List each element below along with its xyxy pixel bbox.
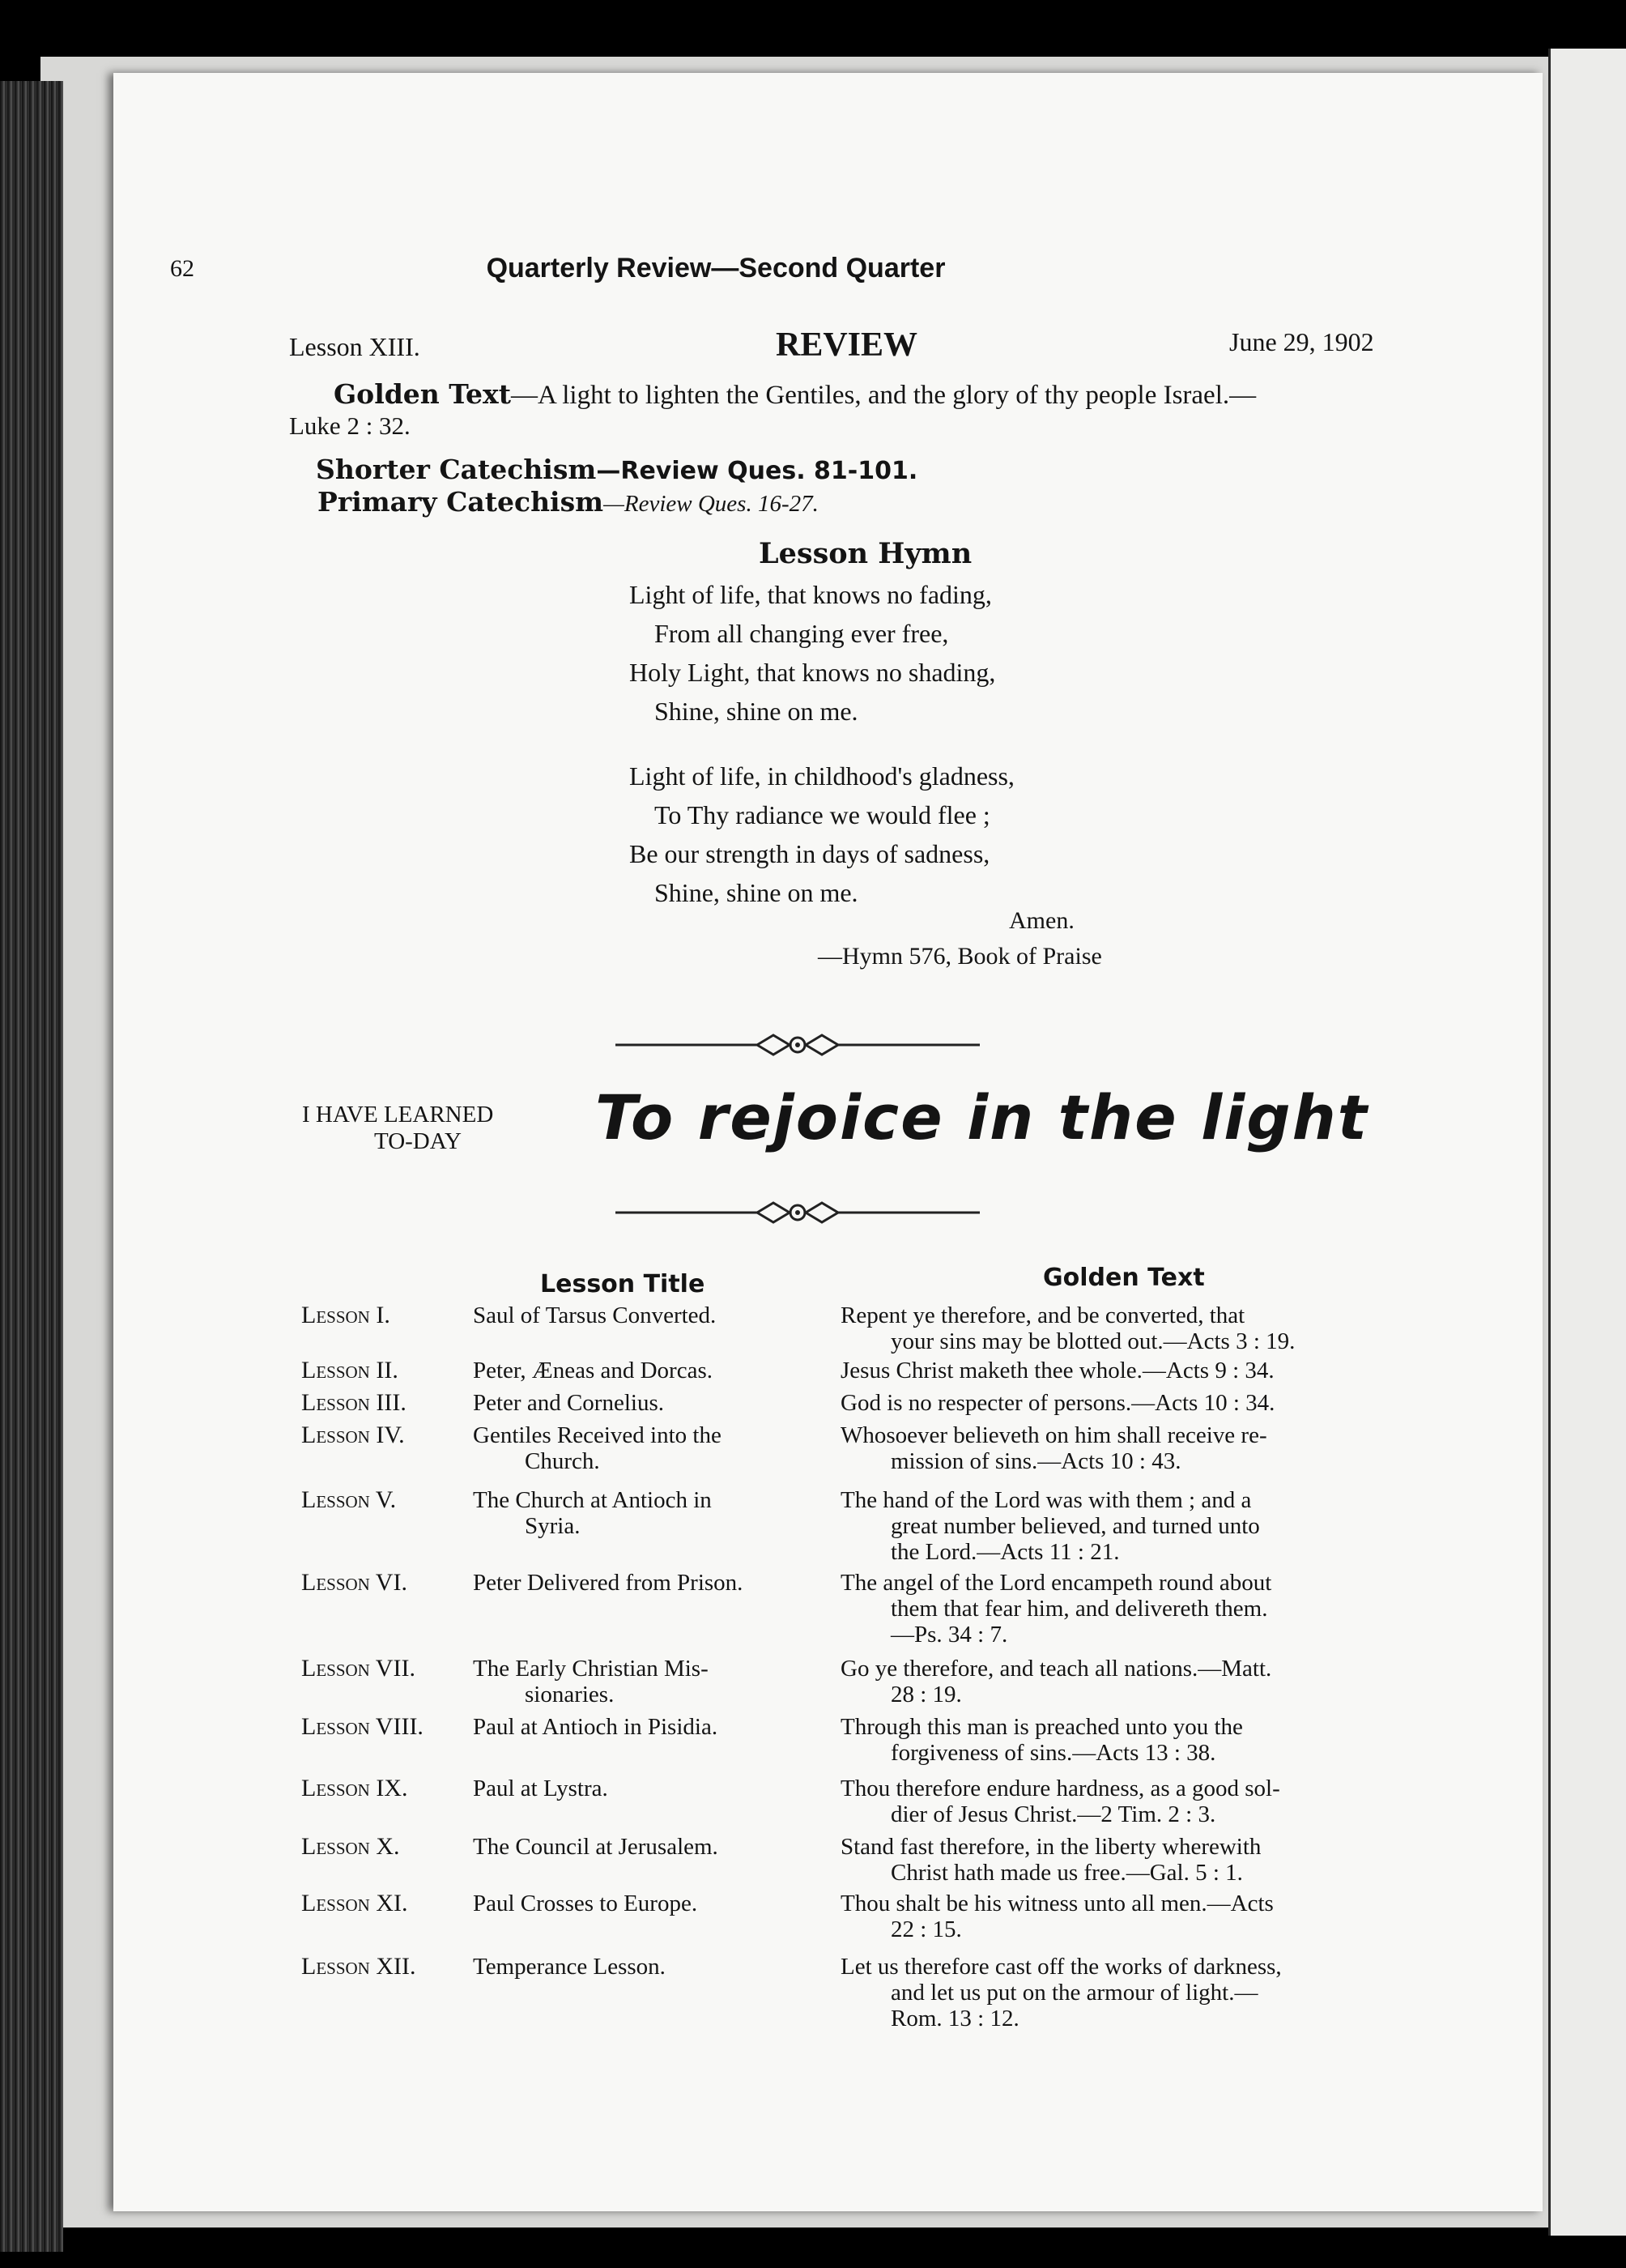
table-golden-text: the Lord.—Acts 11 : 21. <box>891 1539 1120 1565</box>
golden-text-label: Golden Text <box>334 378 511 410</box>
table-lesson-title: Paul Crosses to Europe. <box>473 1891 698 1916</box>
column-header-lesson-title: Lesson Title <box>540 1270 705 1298</box>
table-lesson-number: Lesson II. <box>301 1357 398 1383</box>
table-lesson-title: Paul at Lystra. <box>473 1776 608 1801</box>
primary-catechism-label: Primary Catechism <box>317 486 604 518</box>
table-golden-text: Jesus Christ maketh thee whole.—Acts 9 : 34. <box>841 1358 1275 1383</box>
table-golden-text: and let us put on the armour of light.— <box>891 1980 1258 2006</box>
table-golden-text: Let us therefore cast off the works of darkness, <box>841 1954 1282 1980</box>
shorter-catechism-text: —Review Ques. 81-101. <box>596 457 918 485</box>
table-lesson-number: Lesson XI. <box>301 1890 408 1916</box>
book-spine-edge <box>0 81 63 2252</box>
table-golden-text: Stand fast therefore, in the liberty wherewith <box>841 1834 1262 1860</box>
table-golden-text: God is no respecter of persons.—Acts 10 : 34. <box>841 1390 1275 1416</box>
table-golden-text: forgiveness of sins.—Acts 13 : 38. <box>891 1740 1216 1766</box>
table-lesson-title: Gentiles Received into the <box>473 1422 721 1448</box>
table-golden-text: 28 : 19. <box>891 1682 962 1707</box>
golden-text-body: —A light to lighten the Gentiles, and the glory of thy people Israel.— <box>510 381 1257 410</box>
table-golden-text: Thou therefore endure hardness, as a good sol- <box>841 1776 1280 1801</box>
table-golden-text: Whosoever believeth on him shall receive re- <box>841 1422 1267 1448</box>
hymn-amen: Amen. <box>1009 907 1075 934</box>
hymn-line: From all changing ever free, <box>654 619 949 648</box>
lesson-date: June 29, 1902 <box>1229 327 1374 356</box>
shorter-catechism-label: Shorter Catechism <box>316 454 597 485</box>
table-lesson-number: Lesson VIII. <box>301 1713 424 1740</box>
table-golden-text: great number believed, and turned unto <box>891 1513 1260 1539</box>
running-title: Quarterly Review—Second Quarter <box>486 253 946 284</box>
golden-text-reference: Luke 2 : 32. <box>289 411 411 440</box>
motto-heading: To rejoice in the light <box>595 1081 1369 1153</box>
hymn-credit: —Hymn 576, Book of Praise <box>818 943 1102 970</box>
primary-catechism-text: —Review Ques. 16-27. <box>603 491 819 517</box>
table-golden-text: your sins may be blotted out.—Acts 3 : 19. <box>891 1328 1296 1354</box>
primary-catechism <box>317 486 819 518</box>
ornamental-rule-top <box>615 1029 980 1061</box>
table-golden-text: The hand of the Lord was with them ; and a <box>841 1487 1252 1513</box>
hymn-line: Shine, shine on me. <box>654 697 858 726</box>
page-number: 62 <box>170 255 194 282</box>
hymn-line: Light of life, that knows no fading, <box>629 580 992 609</box>
learned-label-line2: TO-DAY <box>374 1128 462 1154</box>
table-golden-text: Go ye therefore, and teach all nations.—Matt. <box>841 1656 1272 1682</box>
table-lesson-title: Peter, Æneas and Dorcas. <box>473 1358 713 1383</box>
table-lesson-title: Peter Delivered from Prison. <box>473 1570 743 1596</box>
table-lesson-title: Saul of Tarsus Converted. <box>473 1302 717 1328</box>
adjacent-page-edge <box>1548 49 1626 2236</box>
table-lesson-number: Lesson I. <box>301 1302 390 1328</box>
table-golden-text: them that fear him, and delivereth them. <box>891 1596 1268 1622</box>
ornamental-rule-bottom <box>615 1196 980 1229</box>
table-lesson-number: Lesson IV. <box>301 1422 405 1448</box>
table-golden-text: mission of sins.—Acts 10 : 43. <box>891 1448 1181 1474</box>
table-lesson-number: Lesson IX. <box>301 1775 408 1801</box>
table-lesson-title: Syria. <box>525 1513 581 1539</box>
table-golden-text: Christ hath made us free.—Gal. 5 : 1. <box>891 1860 1243 1886</box>
golden-text <box>334 378 1256 411</box>
shorter-catechism <box>316 454 917 486</box>
hymn-heading: Lesson Hymn <box>759 537 973 570</box>
table-lesson-title: Temperance Lesson. <box>473 1954 666 1980</box>
table-golden-text: —Ps. 34 : 7. <box>891 1622 1008 1648</box>
lesson-number: Lesson XIII. <box>289 332 420 361</box>
table-golden-text: Through this man is preached unto you the <box>841 1714 1243 1740</box>
column-header-golden-text: Golden Text <box>1043 1264 1205 1292</box>
table-lesson-title: The Council at Jerusalem. <box>473 1834 718 1860</box>
hymn-line: Light of life, in childhood's gladness, <box>629 761 1015 791</box>
table-lesson-number: Lesson V. <box>301 1486 397 1513</box>
lesson-title: REVIEW <box>776 326 918 364</box>
table-lesson-number: Lesson XII. <box>301 1953 416 1980</box>
table-golden-text: Repent ye therefore, and be converted, that <box>841 1302 1245 1328</box>
table-golden-text: dier of Jesus Christ.—2 Tim. 2 : 3. <box>891 1801 1216 1827</box>
hymn-line: Holy Light, that knows no shading, <box>629 658 996 687</box>
hymn-line: To Thy radiance we would flee ; <box>654 800 990 829</box>
table-lesson-title: Paul at Antioch in Pisidia. <box>473 1714 718 1740</box>
table-lesson-number: Lesson III. <box>301 1389 406 1416</box>
table-lesson-title: The Early Christian Mis- <box>473 1656 709 1682</box>
hymn-line: Be our strength in days of sadness, <box>629 839 990 868</box>
table-lesson-title: Church. <box>525 1448 600 1474</box>
table-golden-text: Thou shalt be his witness unto all men.—Acts <box>841 1891 1274 1916</box>
table-lesson-number: Lesson X. <box>301 1833 400 1860</box>
hymn-line: Shine, shine on me. <box>654 878 858 907</box>
table-lesson-title: Peter and Cornelius. <box>473 1390 664 1416</box>
table-golden-text: The angel of the Lord encampeth round about <box>841 1570 1272 1596</box>
table-lesson-title: sionaries. <box>525 1682 615 1707</box>
learned-label: I HAVE LEARNED <box>302 1102 494 1128</box>
table-golden-text: 22 : 15. <box>891 1916 962 1942</box>
table-lesson-number: Lesson VI. <box>301 1569 407 1596</box>
table-lesson-number: Lesson VII. <box>301 1655 415 1682</box>
table-golden-text: Rom. 13 : 12. <box>891 2006 1019 2031</box>
table-lesson-title: The Church at Antioch in <box>473 1487 712 1513</box>
